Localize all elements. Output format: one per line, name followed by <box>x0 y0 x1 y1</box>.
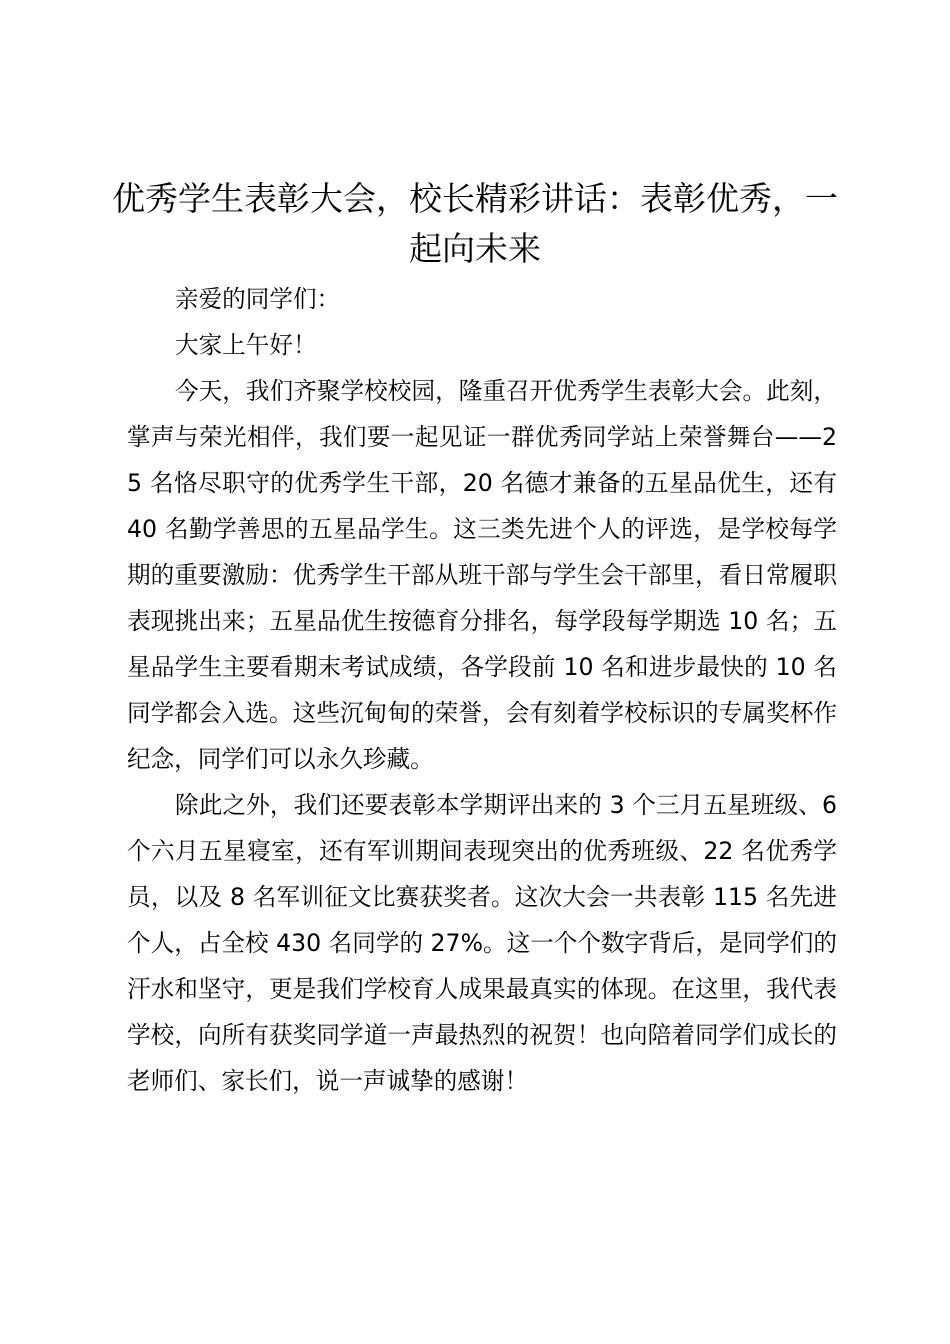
document-title: 优秀学生表彰大会，校长精彩讲话：表彰优秀，一起向未来 <box>112 179 838 268</box>
greeting: 大家上午好！ <box>175 331 317 359</box>
document-body <box>127 276 837 1104</box>
paragraph-additional-awards: 除此之外，我们还要表彰本学期评出来的 3 个三月五星班级、6 个六月五星寝室，还有军训期间表现突出的优秀班级、22 名优秀学员，以及 8 名军训征文比赛获奖者。这次大会一共表彰 115 名先进个人，占全校 430 名同学的 27%。这一个个数字背后，是同学们的汗水和坚守，更是我们学校育人成果最真实的体现。在这里，我代表学校，向所有获奖同学道一声最热烈的祝贺！也向陪着同学们成长的老师们、家长们，说一声诚挚的感谢！ <box>127 791 837 1095</box>
salutation: 亲爱的同学们： <box>175 285 341 313</box>
paragraph-awards: 今天，我们齐聚学校校园，隆重召开优秀学生表彰大会。此刻，掌声与荣光相伴，我们要一起见证一群优秀同学站上荣誉舞台——25 名恪尽职守的优秀学生干部，20 名德才兼备的五星品优生，还有 40 名勤学善思的五星品学生。这三类先进个人的评选，是学校每学期的重要激励：优秀学生干部从班干部与学生会干部里，看日常履职表现挑出来；五星品优生按德育分排名，每学段每学期选 10 名；五星品学生主要看期末考试成绩，各学段前 10 名和进步最快的 10 名同学都会入选。这些沉甸甸的荣誉，会有刻着学校标识的专属奖杯作纪念，同学们可以永久珍藏。 <box>127 377 837 773</box>
